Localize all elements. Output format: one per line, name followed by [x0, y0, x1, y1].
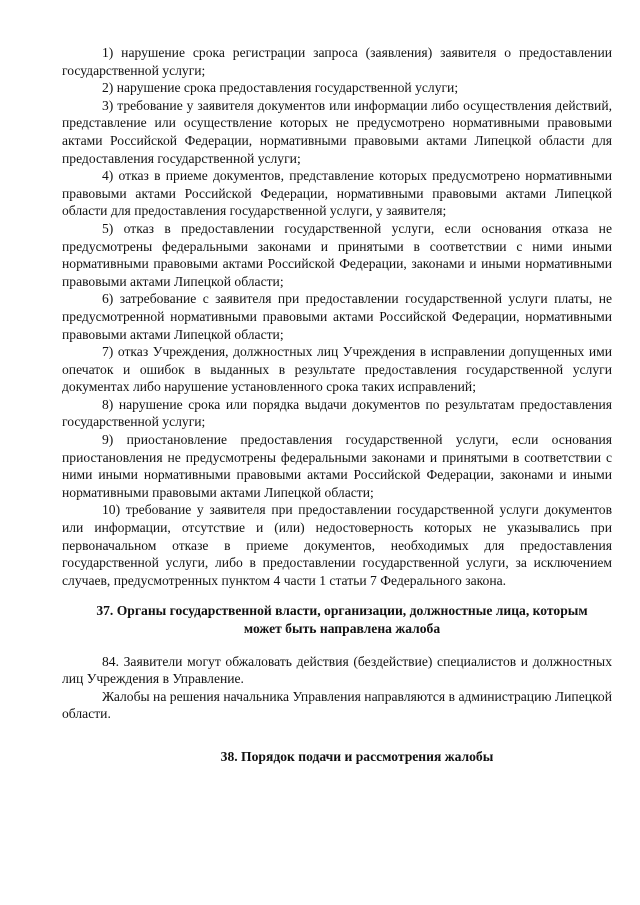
paragraph-complaints: Жалобы на решения начальника Управления направляются в администрацию Липецкой области.	[62, 688, 612, 722]
list-item-3: 3) требование у заявителя документов или информации либо осуществления действий, представление или осуществление которых не предусмотрено нормативными правовыми актами Российской Федерации, нормативными правовыми актами Липецкой области для предоставления государственной услуги;	[62, 97, 612, 166]
list-item-10: 10) требование у заявителя при предоставлении государственной услуги документов или информации, отсутствие и (или) недостоверность которых не указывались при первоначальном отказе в приеме документов, необходимых для предоставления государственной услуги, либо в предоставлении государственной услуги, за исключением случаев, предусмотренных пунктом 4 части 1 статьи 7 Федерального закона.	[62, 502, 612, 588]
list-item-8: 8) нарушение срока или порядка выдачи документов по результатам предоставления государственной услуги;	[62, 396, 612, 430]
document-page	[62, 44, 612, 766]
list-item-2: 2) нарушение срока предоставления государственной услуги;	[102, 80, 459, 96]
section-38-heading: 38. Порядок подачи и рассмотрения жалобы	[220, 748, 494, 764]
list-item-7: 7) отказ Учреждения, должностных лиц Учреждения в исправлении допущенных ими опечаток и ошибок в выданных в результате предоставления государственной услуги документах либо нарушение установленного срока таких исправлений;	[62, 344, 612, 395]
list-item-5: 5) отказ в предоставлении государственной услуги, если основания отказа не предусмотрены федеральными законами и принятыми в соответствии с ними иными нормативными правовыми актами Российской Федерации, законами и иными нормативными правовыми актами Липецкой области;	[62, 220, 612, 289]
paragraph-84: 84. Заявители могут обжаловать действия (бездействие) специалистов и должностных лиц Учреждения в Управление.	[62, 653, 612, 687]
section-37-heading: 37. Органы государственной власти, организации, должностные лица, которым может быть направлена жалоба	[96, 603, 588, 636]
list-item-6: 6) затребование с заявителя при предоставлении государственной услуги платы, не предусмотренной нормативными правовыми актами Российской Федерации, нормативными правовыми актами Липецкой области;	[62, 291, 612, 342]
list-item-1: 1) нарушение срока регистрации запроса (заявления) заявителя о предоставлении государственной услуги;	[62, 45, 612, 78]
list-item-4: 4) отказ в приеме документов, представление которых предусмотрено нормативными правовыми актами Российской Федерации, нормативными правовыми актами Липецкой области для предоставления государственной услуги, у заявителя;	[62, 168, 612, 219]
list-item-9: 9) приостановление предоставления государственной услуги, если основания приостановления не предусмотрены федеральными законами и принятыми в соответствии с ними иными нормативными правовыми актами Российской Федерации, законами и иными нормативными правовыми актами Липецкой области;	[62, 432, 612, 500]
